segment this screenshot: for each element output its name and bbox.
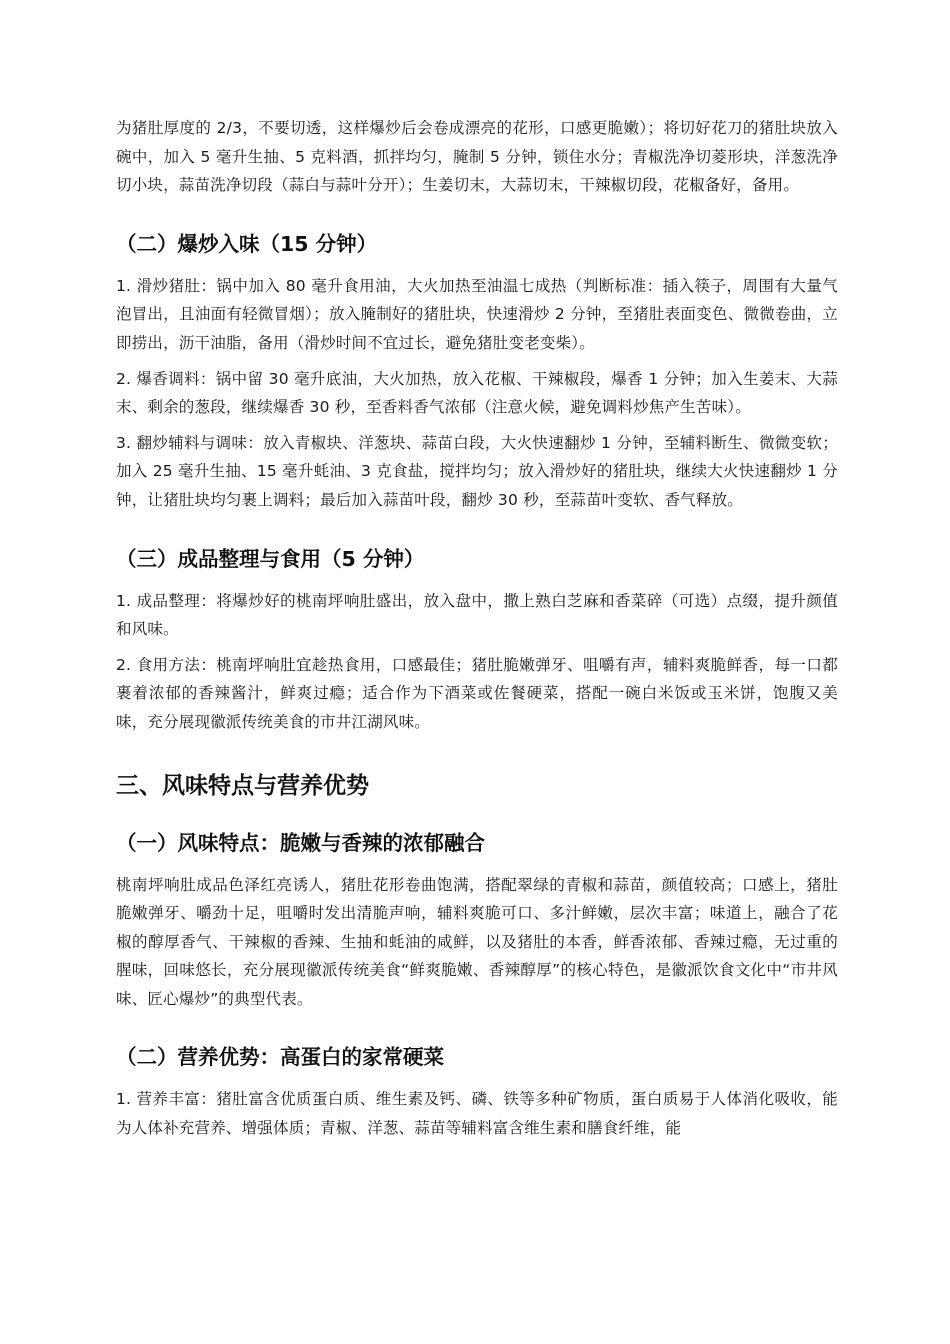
- section-heading-flavor: （一）风味特点：脆嫩与香辣的浓郁融合: [116, 830, 485, 855]
- step-paragraph: 3. 翻炒辅料与调味：放入青椒块、洋葱块、蒜苗白段，大火快速翻炒 1 分钟，至辅料断生、微微变软；加入 25 毫升生抽、15 毫升蚝油、3 克食盐，搅拌均匀；放入滑炒好的猪肚块，继续大火快速翻炒 1 分钟，让猪肚块均匀裹上调料；最后加入蒜苗叶段，翻炒 30 秒，至蒜苗叶变软、香气释放。: [116, 433, 838, 509]
- step-paragraph: 1. 滑炒猪肚：锅中加入 80 毫升食用油，大火加热至油温七成热（判断标准：插入筷子，周围有大量气泡冒出，且油面有轻微冒烟）；放入腌制好的猪肚块，快速滑炒 2 分钟，至猪肚表面变色、微微卷曲，立即捞出，沥干油脂，备用（滑炒时间不宜过长，避免猪肚变老变柴）。: [116, 276, 838, 352]
- step-paragraph: 2. 食用方法：桃南坪响肚宜趁热食用，口感最佳；猪肚脆嫩弹牙、咀嚼有声，辅料爽脆鲜香，每一口都裹着浓郁的香辣酱汁，鲜爽过瘾；适合作为下酒菜或佐餐硬菜，搭配一碗白米饭或玉米饼，饱腹又美味，充分展现徽派传统美食的市井江湖风味。: [116, 655, 838, 731]
- chapter-heading-flavor-nutrition: 三、风味特点与营养优势: [116, 772, 369, 799]
- section-heading-nutrition: （二）营养优势：高蛋白的家常硬菜: [116, 1045, 444, 1070]
- section-heading-stir-fry: （二）爆炒入味（15 分钟）: [116, 231, 378, 256]
- step-paragraph: 2. 爆香调料：锅中留 30 毫升底油，大火加热，放入花椒、干辣椒段，爆香 1 分钟；加入生姜末、大蒜末、剩余的葱段，继续爆香 30 秒，至香料香气浓郁（注意火候，避免调料炒焦产生苦味）。: [116, 369, 838, 417]
- flavor-paragraph: 桃南坪响肚成品色泽红亮诱人，猪肚花形卷曲饱满，搭配翠绿的青椒和蒜苗，颜值较高；口感上，猪肚脆嫩弹牙、嚼劲十足，咀嚼时发出清脆声响，辅料爽脆可口、多汁鲜嫩，层次丰富；味道上，融合了花椒的醇厚香气、干辣椒的香辣、生抽和蚝油的咸鲜，以及猪肚的本香，鲜香浓郁、香辣过瘾，无过重的腥味，回味悠长，充分展现徽派传统美食“鲜爽脆嫩、香辣醇厚”的核心特色，是徽派饮食文化中“市井风味、匠心爆炒”的典型代表。: [116, 875, 838, 1008]
- section-heading-plating: （三）成品整理与食用（5 分钟）: [116, 546, 425, 571]
- intro-paragraph: 为猪肚厚度的 2/3，不要切透，这样爆炒后会卷成漂亮的花形，口感更脆嫩）；将切好花刀的猪肚块放入碗中，加入 5 毫升生抽、5 克料酒，抓拌均匀，腌制 5 分钟，锁住水分；青椒洗净切菱形块，洋葱洗净切小块，蒜苗洗净切段（蒜白与蒜叶分开）；生姜切末，大蒜切末，干辣椒切段，花椒备好，备用。: [116, 119, 838, 195]
- step-paragraph: 1. 成品整理：将爆炒好的桃南坪响肚盛出，放入盘中，撒上熟白芝麻和香菜碎（可选）点缀，提升颜值和风味。: [116, 591, 838, 639]
- nutrition-paragraph: 1. 营养丰富：猪肚富含优质蛋白质、维生素及钙、磷、铁等多种矿物质，蛋白质易于人体消化吸收，能为人体补充营养、增强体质；青椒、洋葱、蒜苗等辅料富含维生素和膳食纤维，能: [116, 1090, 838, 1138]
- document-page: [116, 114, 838, 1150]
